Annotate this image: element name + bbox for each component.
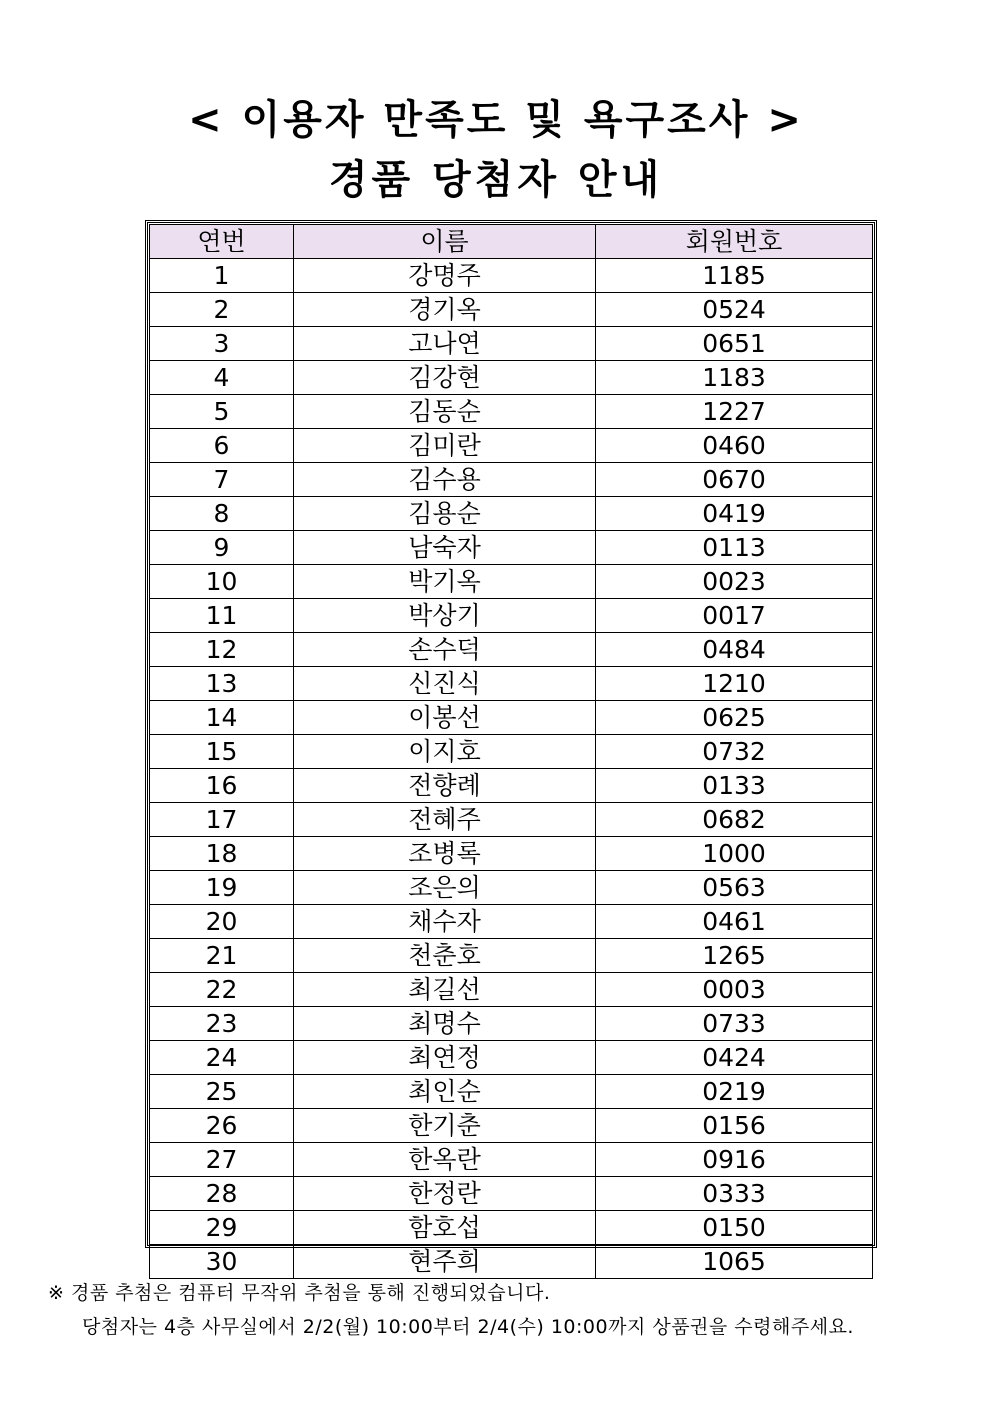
- cell-number: 8: [150, 497, 294, 531]
- cell-number: 1: [150, 259, 294, 293]
- table-row: [150, 599, 873, 633]
- cell-member-id: 0150: [596, 1211, 873, 1245]
- cell-name: 한기춘: [294, 1109, 596, 1143]
- cell-name: 이봉선: [294, 701, 596, 735]
- table-row: [150, 1007, 873, 1041]
- table-row: [150, 973, 873, 1007]
- cell-name: 최인순: [294, 1075, 596, 1109]
- cell-name: 조병록: [294, 837, 596, 871]
- cell-name: 함호섭: [294, 1211, 596, 1245]
- cell-number: 23: [150, 1007, 294, 1041]
- cell-member-id: 0651: [596, 327, 873, 361]
- cell-name: 전향례: [294, 769, 596, 803]
- cell-name: 김용순: [294, 497, 596, 531]
- cell-member-id: 1065: [596, 1245, 873, 1279]
- cell-name: 최연정: [294, 1041, 596, 1075]
- cell-number: 20: [150, 905, 294, 939]
- cell-number: 15: [150, 735, 294, 769]
- table-row: [150, 735, 873, 769]
- page-subtitle: 경품 당첨자 안내: [328, 157, 664, 203]
- cell-member-id: 1000: [596, 837, 873, 871]
- table-row: [150, 701, 873, 735]
- cell-name: 한정란: [294, 1177, 596, 1211]
- cell-member-id: 0133: [596, 769, 873, 803]
- cell-number: 22: [150, 973, 294, 1007]
- table-header-row: [150, 225, 873, 259]
- table-row: [150, 327, 873, 361]
- cell-member-id: 0419: [596, 497, 873, 531]
- table-row: [150, 1245, 873, 1279]
- cell-member-id: 1185: [596, 259, 873, 293]
- cell-number: 19: [150, 871, 294, 905]
- cell-name: 전혜주: [294, 803, 596, 837]
- table-row: [150, 803, 873, 837]
- cell-number: 24: [150, 1041, 294, 1075]
- cell-number: 2: [150, 293, 294, 327]
- cell-member-id: 0113: [596, 531, 873, 565]
- table-row: [150, 1109, 873, 1143]
- cell-member-id: 0484: [596, 633, 873, 667]
- cell-name: 신진식: [294, 667, 596, 701]
- cell-name: 김동순: [294, 395, 596, 429]
- cell-number: 3: [150, 327, 294, 361]
- cell-number: 11: [150, 599, 294, 633]
- cell-name: 현주희: [294, 1245, 596, 1279]
- cell-number: 5: [150, 395, 294, 429]
- cell-member-id: 1210: [596, 667, 873, 701]
- table-row: [150, 837, 873, 871]
- cell-number: 30: [150, 1245, 294, 1279]
- cell-name: 강명주: [294, 259, 596, 293]
- cell-name: 최길선: [294, 973, 596, 1007]
- cell-number: 4: [150, 361, 294, 395]
- cell-number: 18: [150, 837, 294, 871]
- table-row: [150, 905, 873, 939]
- cell-number: 26: [150, 1109, 294, 1143]
- notice: [48, 1276, 968, 1344]
- cell-number: 27: [150, 1143, 294, 1177]
- page-title: < 이용자 만족도 및 욕구조사 >: [188, 97, 804, 143]
- cell-member-id: 0003: [596, 973, 873, 1007]
- notice-line-draw-method: ※ 경품 추첨은 컴퓨터 무작위 추첨을 통해 진행되었습니다.: [48, 1282, 551, 1304]
- table-row: [150, 1041, 873, 1075]
- table-row: [150, 633, 873, 667]
- cell-number: 28: [150, 1177, 294, 1211]
- table-row: [150, 1143, 873, 1177]
- cell-name: 조은의: [294, 871, 596, 905]
- cell-member-id: 0670: [596, 463, 873, 497]
- table-row: [150, 259, 873, 293]
- cell-number: 17: [150, 803, 294, 837]
- cell-member-id: 0563: [596, 871, 873, 905]
- table-row: [150, 667, 873, 701]
- cell-member-id: 0424: [596, 1041, 873, 1075]
- table-row: [150, 395, 873, 429]
- table-row: [150, 871, 873, 905]
- table-row: [150, 497, 873, 531]
- table-row: [150, 1177, 873, 1211]
- table-row: [150, 939, 873, 973]
- cell-member-id: 1227: [596, 395, 873, 429]
- column-header-number: 연번: [150, 225, 294, 259]
- cell-member-id: 0219: [596, 1075, 873, 1109]
- cell-number: 14: [150, 701, 294, 735]
- cell-member-id: 0461: [596, 905, 873, 939]
- winners-table: [149, 224, 873, 1279]
- cell-member-id: 0460: [596, 429, 873, 463]
- cell-member-id: 0732: [596, 735, 873, 769]
- column-header-name: 이름: [294, 225, 596, 259]
- cell-number: 12: [150, 633, 294, 667]
- cell-member-id: 0625: [596, 701, 873, 735]
- cell-member-id: 0916: [596, 1143, 873, 1177]
- cell-name: 최명수: [294, 1007, 596, 1041]
- cell-name: 채수자: [294, 905, 596, 939]
- table-row: [150, 769, 873, 803]
- table-row: [150, 429, 873, 463]
- table-row: [150, 463, 873, 497]
- cell-name: 손수덕: [294, 633, 596, 667]
- cell-number: 9: [150, 531, 294, 565]
- cell-member-id: 0682: [596, 803, 873, 837]
- table-row: [150, 361, 873, 395]
- cell-member-id: 1183: [596, 361, 873, 395]
- cell-number: 16: [150, 769, 294, 803]
- table-row: [150, 531, 873, 565]
- column-header-member-id: 회원번호: [596, 225, 873, 259]
- cell-name: 경기옥: [294, 293, 596, 327]
- cell-number: 10: [150, 565, 294, 599]
- cell-member-id: 0524: [596, 293, 873, 327]
- cell-name: 박기옥: [294, 565, 596, 599]
- cell-number: 7: [150, 463, 294, 497]
- cell-name: 박상기: [294, 599, 596, 633]
- cell-member-id: 0156: [596, 1109, 873, 1143]
- cell-name: 천춘호: [294, 939, 596, 973]
- cell-member-id: 1265: [596, 939, 873, 973]
- cell-member-id: 0023: [596, 565, 873, 599]
- table-row: [150, 293, 873, 327]
- cell-number: 21: [150, 939, 294, 973]
- cell-number: 29: [150, 1211, 294, 1245]
- cell-member-id: 0017: [596, 599, 873, 633]
- cell-number: 25: [150, 1075, 294, 1109]
- cell-number: 13: [150, 667, 294, 701]
- cell-name: 남숙자: [294, 531, 596, 565]
- table-row: [150, 565, 873, 599]
- cell-name: 김강현: [294, 361, 596, 395]
- cell-name: 이지호: [294, 735, 596, 769]
- cell-number: 6: [150, 429, 294, 463]
- cell-member-id: 0333: [596, 1177, 873, 1211]
- cell-name: 한옥란: [294, 1143, 596, 1177]
- table-row: [150, 1075, 873, 1109]
- winners-table-frame: [145, 220, 877, 1276]
- cell-name: 김수용: [294, 463, 596, 497]
- notice-line-pickup-info: 당첨자는 4층 사무실에서 2/2(월) 10:00부터 2/4(수) 10:00까지 상품권을 수령해주세요.: [82, 1316, 854, 1338]
- cell-member-id: 0733: [596, 1007, 873, 1041]
- table-row: [150, 1211, 873, 1245]
- cell-name: 김미란: [294, 429, 596, 463]
- cell-name: 고나연: [294, 327, 596, 361]
